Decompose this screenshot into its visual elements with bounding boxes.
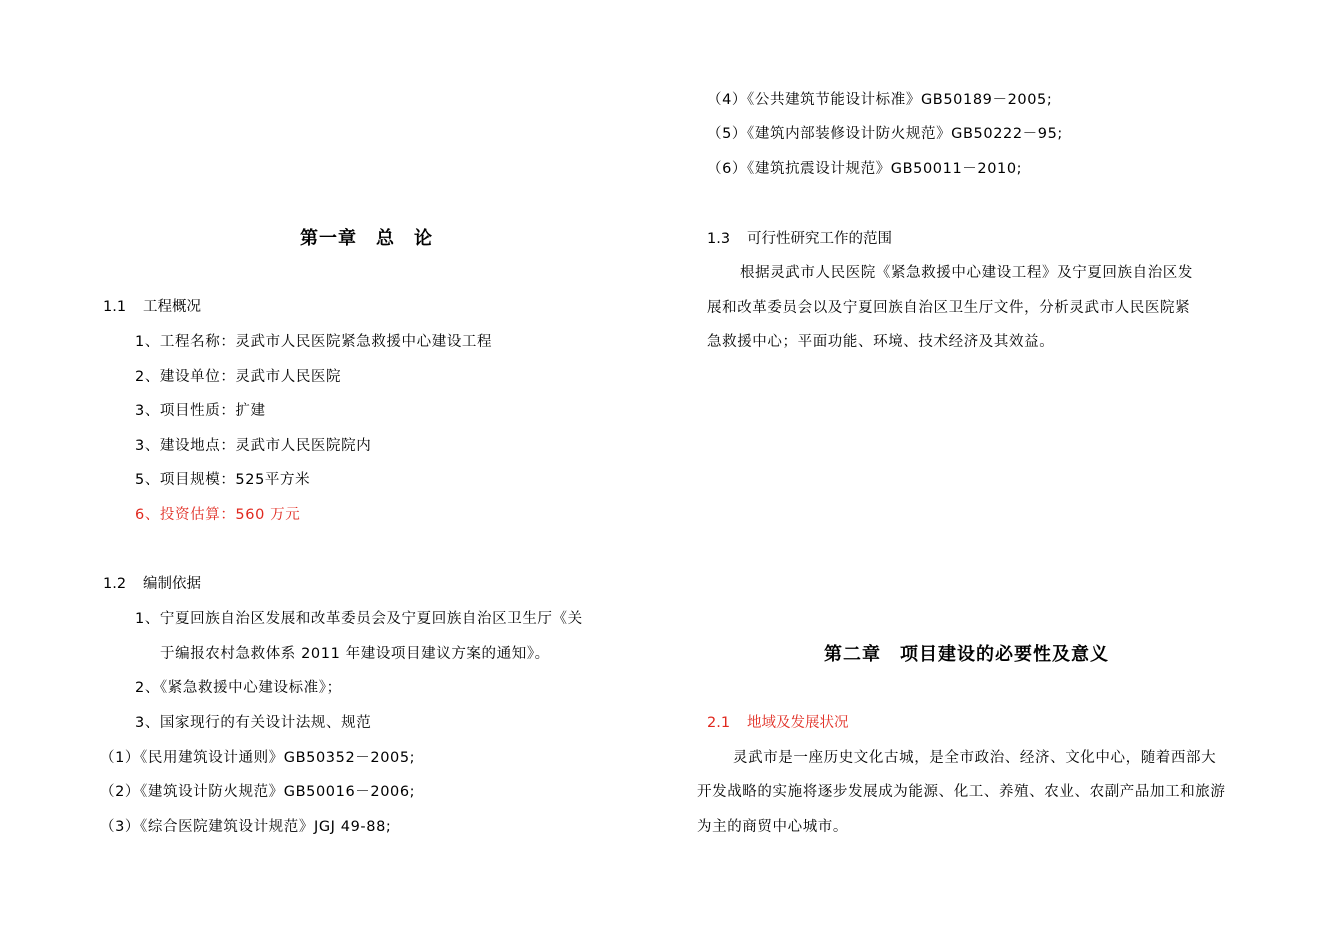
section-1-3-heading <box>707 230 892 248</box>
overview-item: 1、工程名称：灵武市人民医院紧急救援中心建设工程 <box>135 334 493 350</box>
basis-line: 2、《紧急救援中心建设标准》； <box>135 680 342 696</box>
overview-item: 2、建设单位：灵武市人民医院 <box>135 369 342 385</box>
region-line: 灵武市是一座历史文化古城，是全市政治、经济、文化中心，随着西部大 <box>733 750 1217 766</box>
chapter-2-title: 第二章 项目建设的必要性及意义 <box>824 644 1109 665</box>
section-title: 地域及发展状况 <box>747 715 849 731</box>
section-title: 编制依据 <box>143 576 201 592</box>
standard-item: （4）《公共建筑节能设计标准》GB50189－2005; <box>707 92 1053 108</box>
standard-item: （2）《建筑设计防火规范》GB50016－2006; <box>100 784 416 800</box>
overview-item: 5、项目规模：525平方米 <box>135 472 311 488</box>
overview-item: 3、建设地点：灵武市人民医院院内 <box>135 438 372 454</box>
section-number: 1.3 <box>707 231 731 247</box>
region-line: 开发战略的实施将逐步发展成为能源、化工、养殖、农业、农副产品加工和旅游 <box>697 784 1226 800</box>
basis-line: 于编报农村急救体系 2011 年建设项目建议方案的通知》。 <box>160 646 550 662</box>
section-number: 2.1 <box>707 715 731 731</box>
section-2-1-heading <box>707 714 849 732</box>
standard-item: （5）《建筑内部装修设计防火规范》GB50222－95; <box>707 126 1063 142</box>
basis-line: 3、国家现行的有关设计法规、规范 <box>135 715 372 731</box>
standard-item: （6）《建筑抗震设计规范》GB50011－2010; <box>707 161 1023 177</box>
right-column <box>662 0 1323 936</box>
section-1-2-heading <box>103 575 201 593</box>
overview-item: 3、项目性质：扩建 <box>135 403 266 419</box>
section-title: 工程概况 <box>143 299 201 315</box>
left-column <box>0 0 661 936</box>
section-title: 可行性研究工作的范围 <box>747 231 892 247</box>
chapter-1-title: 第一章 总 论 <box>300 228 433 249</box>
basis-line: 1、宁夏回族自治区发展和改革委员会及宁夏回族自治区卫生厅《关 <box>135 611 583 627</box>
section-number: 1.1 <box>103 299 127 315</box>
standard-item: （3）《综合医院建筑设计规范》JGJ 49-88; <box>100 819 392 835</box>
standard-item: （1）《民用建筑设计通则》GB50352－2005; <box>100 750 416 766</box>
section-1-1-heading <box>103 298 201 316</box>
overview-item-investment: 6、投资估算：560 万元 <box>135 507 301 523</box>
section-number: 1.2 <box>103 576 127 592</box>
scope-line: 根据灵武市人民医院《紧急救援中心建设工程》及宁夏回族自治区发 <box>740 265 1193 281</box>
region-line: 为主的商贸中心城市。 <box>697 819 848 835</box>
scope-line: 急救援中心；平面功能、环境、技术经济及其效益。 <box>707 334 1055 350</box>
scope-line: 展和改革委员会以及宁夏回族自治区卫生厅文件，分析灵武市人民医院紧 <box>707 300 1191 316</box>
